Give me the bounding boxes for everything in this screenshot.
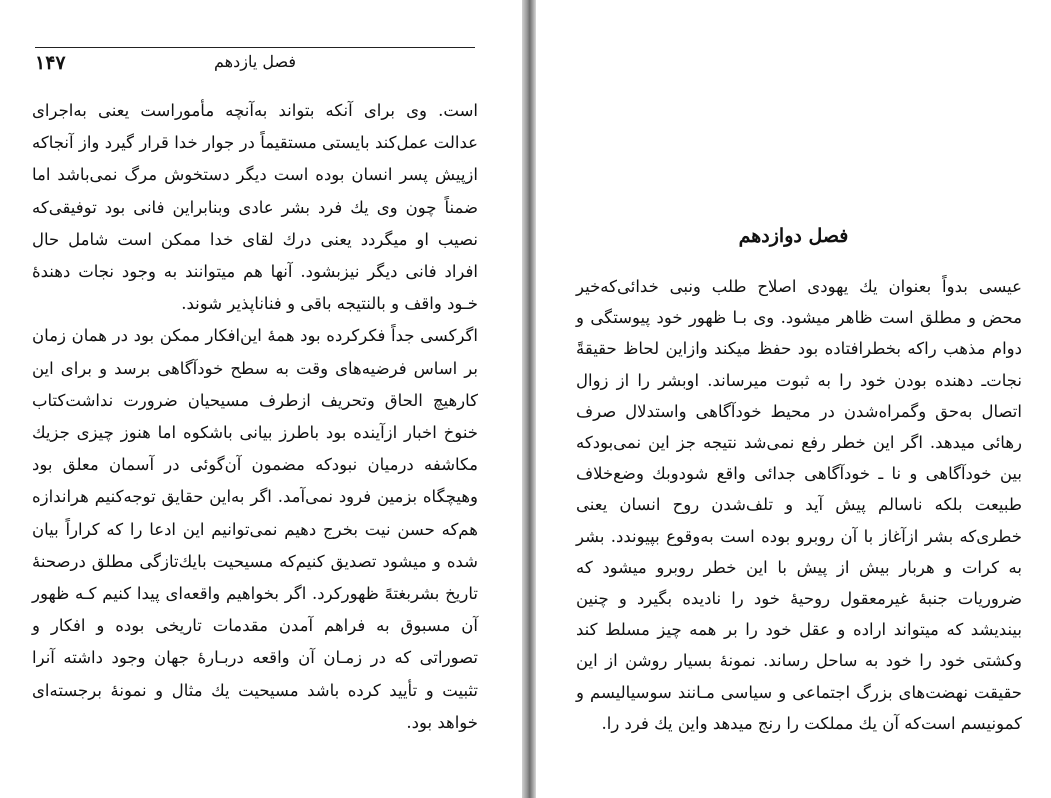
chapter-title: فصل دوازدهم (738, 225, 849, 247)
running-title: فصل یازدهم (214, 52, 296, 71)
paragraph: اگرکسی جداً فکرکرده بود همهٔ این‌افکار ممکن بود در همان زمان بر اساس فرضیه‌های وقت به سطح خودآگاهی برسد و برای این کارهیچ الحاق وتحریف ازطرف مسیحیان ضرورت نداشت‌کتاب خنوخ اخبار ازآینده بود باطرز بیانی باشکوه اما هنوز چیزی جزیك مکاشفه درمیان نبودکه مضمون آن‌گوئی در آسمان معلق بود وهیچگاه بزمین فرود نمی‌آمد. اگر به‌این حقایق توجه‌کنیم هراندازه هم‌که حسن نیت بخرج دهیم نمی‌توانیم این ادعا را که کراراً بیان شده و میشود تصدیق کنیم‌که مسیحیت بایك‌تازگی مطلق درصحنهٔ تاریخ بشربغتهً ظهورکرد. اگر بخواهیم واقعه‌ای پیدا کنیم کـه ظهور آن مسبوق به فراهم آمدن مقدمات تاریخی بوده و افکار و تصوراتی که در زمـان آن واقعه دربـارهٔ جهان وجود داشته آنرا تثبیت و تأیید کرده باشد مسیحیت یك مثال و نمونهٔ برجسته‌ای خواهد بود. (32, 326, 478, 732)
left-page-body (32, 95, 478, 739)
book-gutter (522, 0, 536, 798)
right-page (536, 0, 1051, 798)
paragraph: عیسی بدواً بعنوان یك یهودی اصلاح طلب ونبی خدائی‌که‌خیر محض و مطلق است ظاهر میشود. وی بـا ظهور خود پیوستگی و دوام مذهب راکه بخطرافتاده بود حفظ میکند وازاین لحاظ حقیقة‌ً نجات‌ـ دهنده بودن خود را به ثبوت میرساند. اوبشر را از زوال اتصال به‌حق وگمراه‌شدن در محیط خودآگاهی واستدلال صرف رهائی میدهد. اگر این خطر رفع نمی‌شد نتیجه جز این نمی‌بودکه بین خودآگاهی و نا ـ خودآگاهی جدائی واقع شودوبك وضع‌خلاف طبیعت بلکه ناسالم پیش آید و تلف‌شدن روح انسان یعنی خطری‌که بشر ازآغاز با آن روبرو بوده است به‌وقوع بپیوندد. بشر به کرات و هربار بیش از پیش با این خطر روبرو میشود که ضروریات جنبهٔ غیرمعقول روحیهٔ خود را نادیده بگیرد و چنین بیندیشد که میتواند اراده و عقل خود را بر همه چیز مسلط کند وکشتی خود را خود به ساحل رساند. نمونهٔ بسیار روشن از این حقیقت نهضت‌های بزرگ اجتماعی و سیاسی مـانند سوسیالیسم و کمونیسم است‌که آن یك مملکت را رنج میدهد واین یك فرد را. (576, 277, 1022, 733)
right-page-body (576, 271, 1022, 739)
left-page (0, 0, 522, 798)
paragraph: است. وی برای آنکه بتواند به‌آنچه مأموراست یعنی به‌اجرای عدالت عمل‌کند بایستی مستقیماً در جوار خدا قرار گیرد واز آنجاکه ازپیش پسر انسان بوده است دیگر دستخوش مرگ نمی‌باشد اما ضمناً چون وی یك فرد بشر عادی وبنابراین فانی بود توفیقی‌که نصیب او میگردد یعنی درك لقای خدا ممکن است شامل حال افراد فانی دیگر نیزبشود. آنها هم میتوانند به وجود نجات دهندهٔ خـود واقف و بالنتیجه باقی و فناناپذیر شوند. (32, 101, 478, 314)
page-header (35, 47, 475, 78)
page-number: ۱۴۷ (35, 52, 66, 74)
